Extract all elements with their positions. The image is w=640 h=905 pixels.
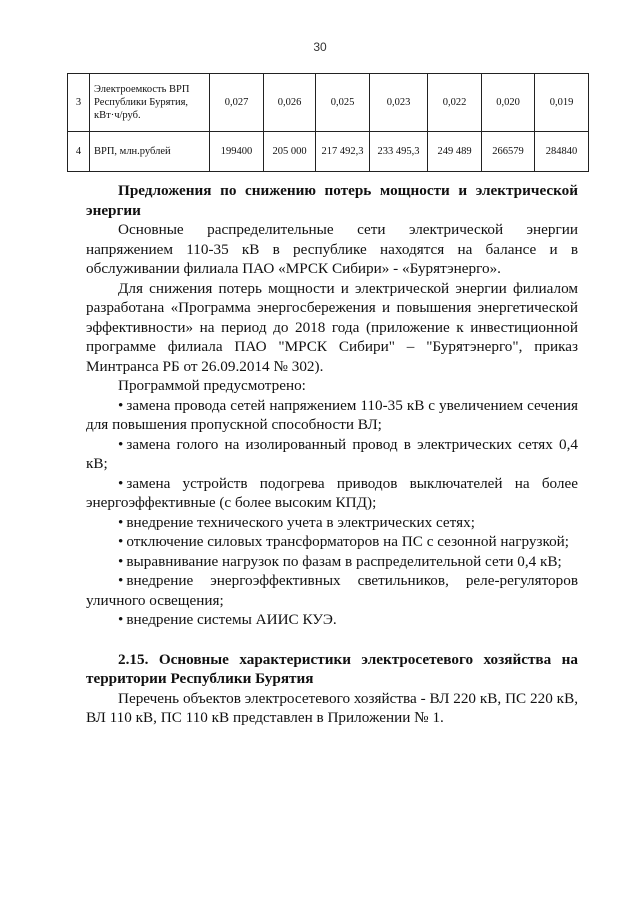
paragraph: Для снижения потерь мощности и электрической энергии филиалом разработана «Программа энергосбережения и повышения энергетической эффективности» на период до 2018 года (приложение к инвестиционной программе филиала ПАО "МРСК Сибири" – "Бурятэнерго", приказ Минтранса РБ от 26.09.2014 № 302). — [86, 279, 578, 375]
list-item — [86, 532, 578, 552]
list-item-text: внедрение энергоэффективных светильников, реле-регуляторов уличного освещения; — [86, 572, 578, 609]
paragraph: Основные распределительные сети электрической энергии напряжением 110-35 кВ в республике находятся на балансе и в обслуживании филиала ПАО «МРСК Сибири» - «Бурятэнерго». — [86, 221, 578, 277]
paragraph: Программой предусмотрено: — [118, 377, 306, 394]
page-number: 30 — [313, 40, 327, 54]
row-label: Электроемкость ВРП Республики Бурятия, кВт·ч/руб. — [90, 74, 210, 132]
list-item-text: замена голого на изолированный провод в электрических сетях 0,4 кВ; — [86, 435, 578, 472]
section-spacer — [86, 630, 578, 650]
section-heading: Предложения по снижению потерь мощности и электрической энергии — [86, 182, 578, 219]
section-heading: 2.15. Основные характеристики электросетевого хозяйства на территории Республики Бурятия — [86, 650, 578, 687]
row-number: 4 — [68, 132, 90, 172]
table-cell: 0,027 — [210, 74, 264, 132]
bullet-icon: • — [118, 572, 124, 589]
table-cell: 0,022 — [428, 74, 482, 132]
table-cell: 233 495,3 — [370, 132, 428, 172]
bullet-icon: • — [118, 611, 124, 628]
list-item — [86, 474, 578, 513]
list-item-text: замена провода сетей напряжением 110-35 кВ с увеличением сечения для повышения пропускной способности ВЛ; — [86, 396, 578, 433]
table-cell: 0,025 — [316, 74, 370, 132]
table-cell: 199400 — [210, 132, 264, 172]
table-row — [68, 74, 589, 132]
table-cell: 217 492,3 — [316, 132, 370, 172]
list-item — [86, 435, 578, 474]
document-body — [86, 181, 578, 728]
bullet-icon: • — [118, 435, 124, 453]
table-cell: 0,020 — [482, 74, 535, 132]
indicators-table — [67, 73, 589, 172]
list-item-text: отключение силовых трансформаторов на ПС с сезонной нагрузкой; — [126, 533, 570, 550]
table-cell: 205 000 — [264, 132, 316, 172]
bullet-icon: • — [118, 396, 124, 414]
row-number: 3 — [68, 74, 90, 132]
list-item — [86, 571, 578, 610]
list-item — [86, 396, 578, 435]
list-item-text: внедрение технического учета в электрических сетях; — [126, 513, 475, 531]
table-cell: 284840 — [535, 132, 589, 172]
list-item — [86, 513, 578, 533]
table-row — [68, 132, 589, 172]
bullet-icon: • — [118, 474, 124, 492]
row-label: ВРП, млн.рублей — [90, 132, 210, 172]
bullet-icon: • — [118, 552, 124, 570]
bullet-icon: • — [118, 513, 124, 531]
table-cell: 0,023 — [370, 74, 428, 132]
list-item — [86, 610, 578, 630]
table-cell: 0,019 — [535, 74, 589, 132]
table-cell: 0,026 — [264, 74, 316, 132]
table-cell: 266579 — [482, 132, 535, 172]
list-item — [86, 552, 578, 572]
paragraph: Перечень объектов электросетевого хозяйства - ВЛ 220 кВ, ПС 220 кВ, ВЛ 110 кВ, ПС 110 кВ представлен в Приложении № 1. — [86, 689, 578, 726]
list-item-text: выравнивание нагрузок по фазам в распределительной сети 0,4 кВ; — [126, 552, 562, 570]
list-item-text: внедрение системы АИИС КУЭ. — [126, 611, 337, 628]
list-item-text: замена устройств подогрева приводов выключателей на более энергоэффективные (с более высоким КПД); — [86, 474, 578, 511]
table-cell: 249 489 — [428, 132, 482, 172]
bullet-icon: • — [118, 533, 124, 550]
